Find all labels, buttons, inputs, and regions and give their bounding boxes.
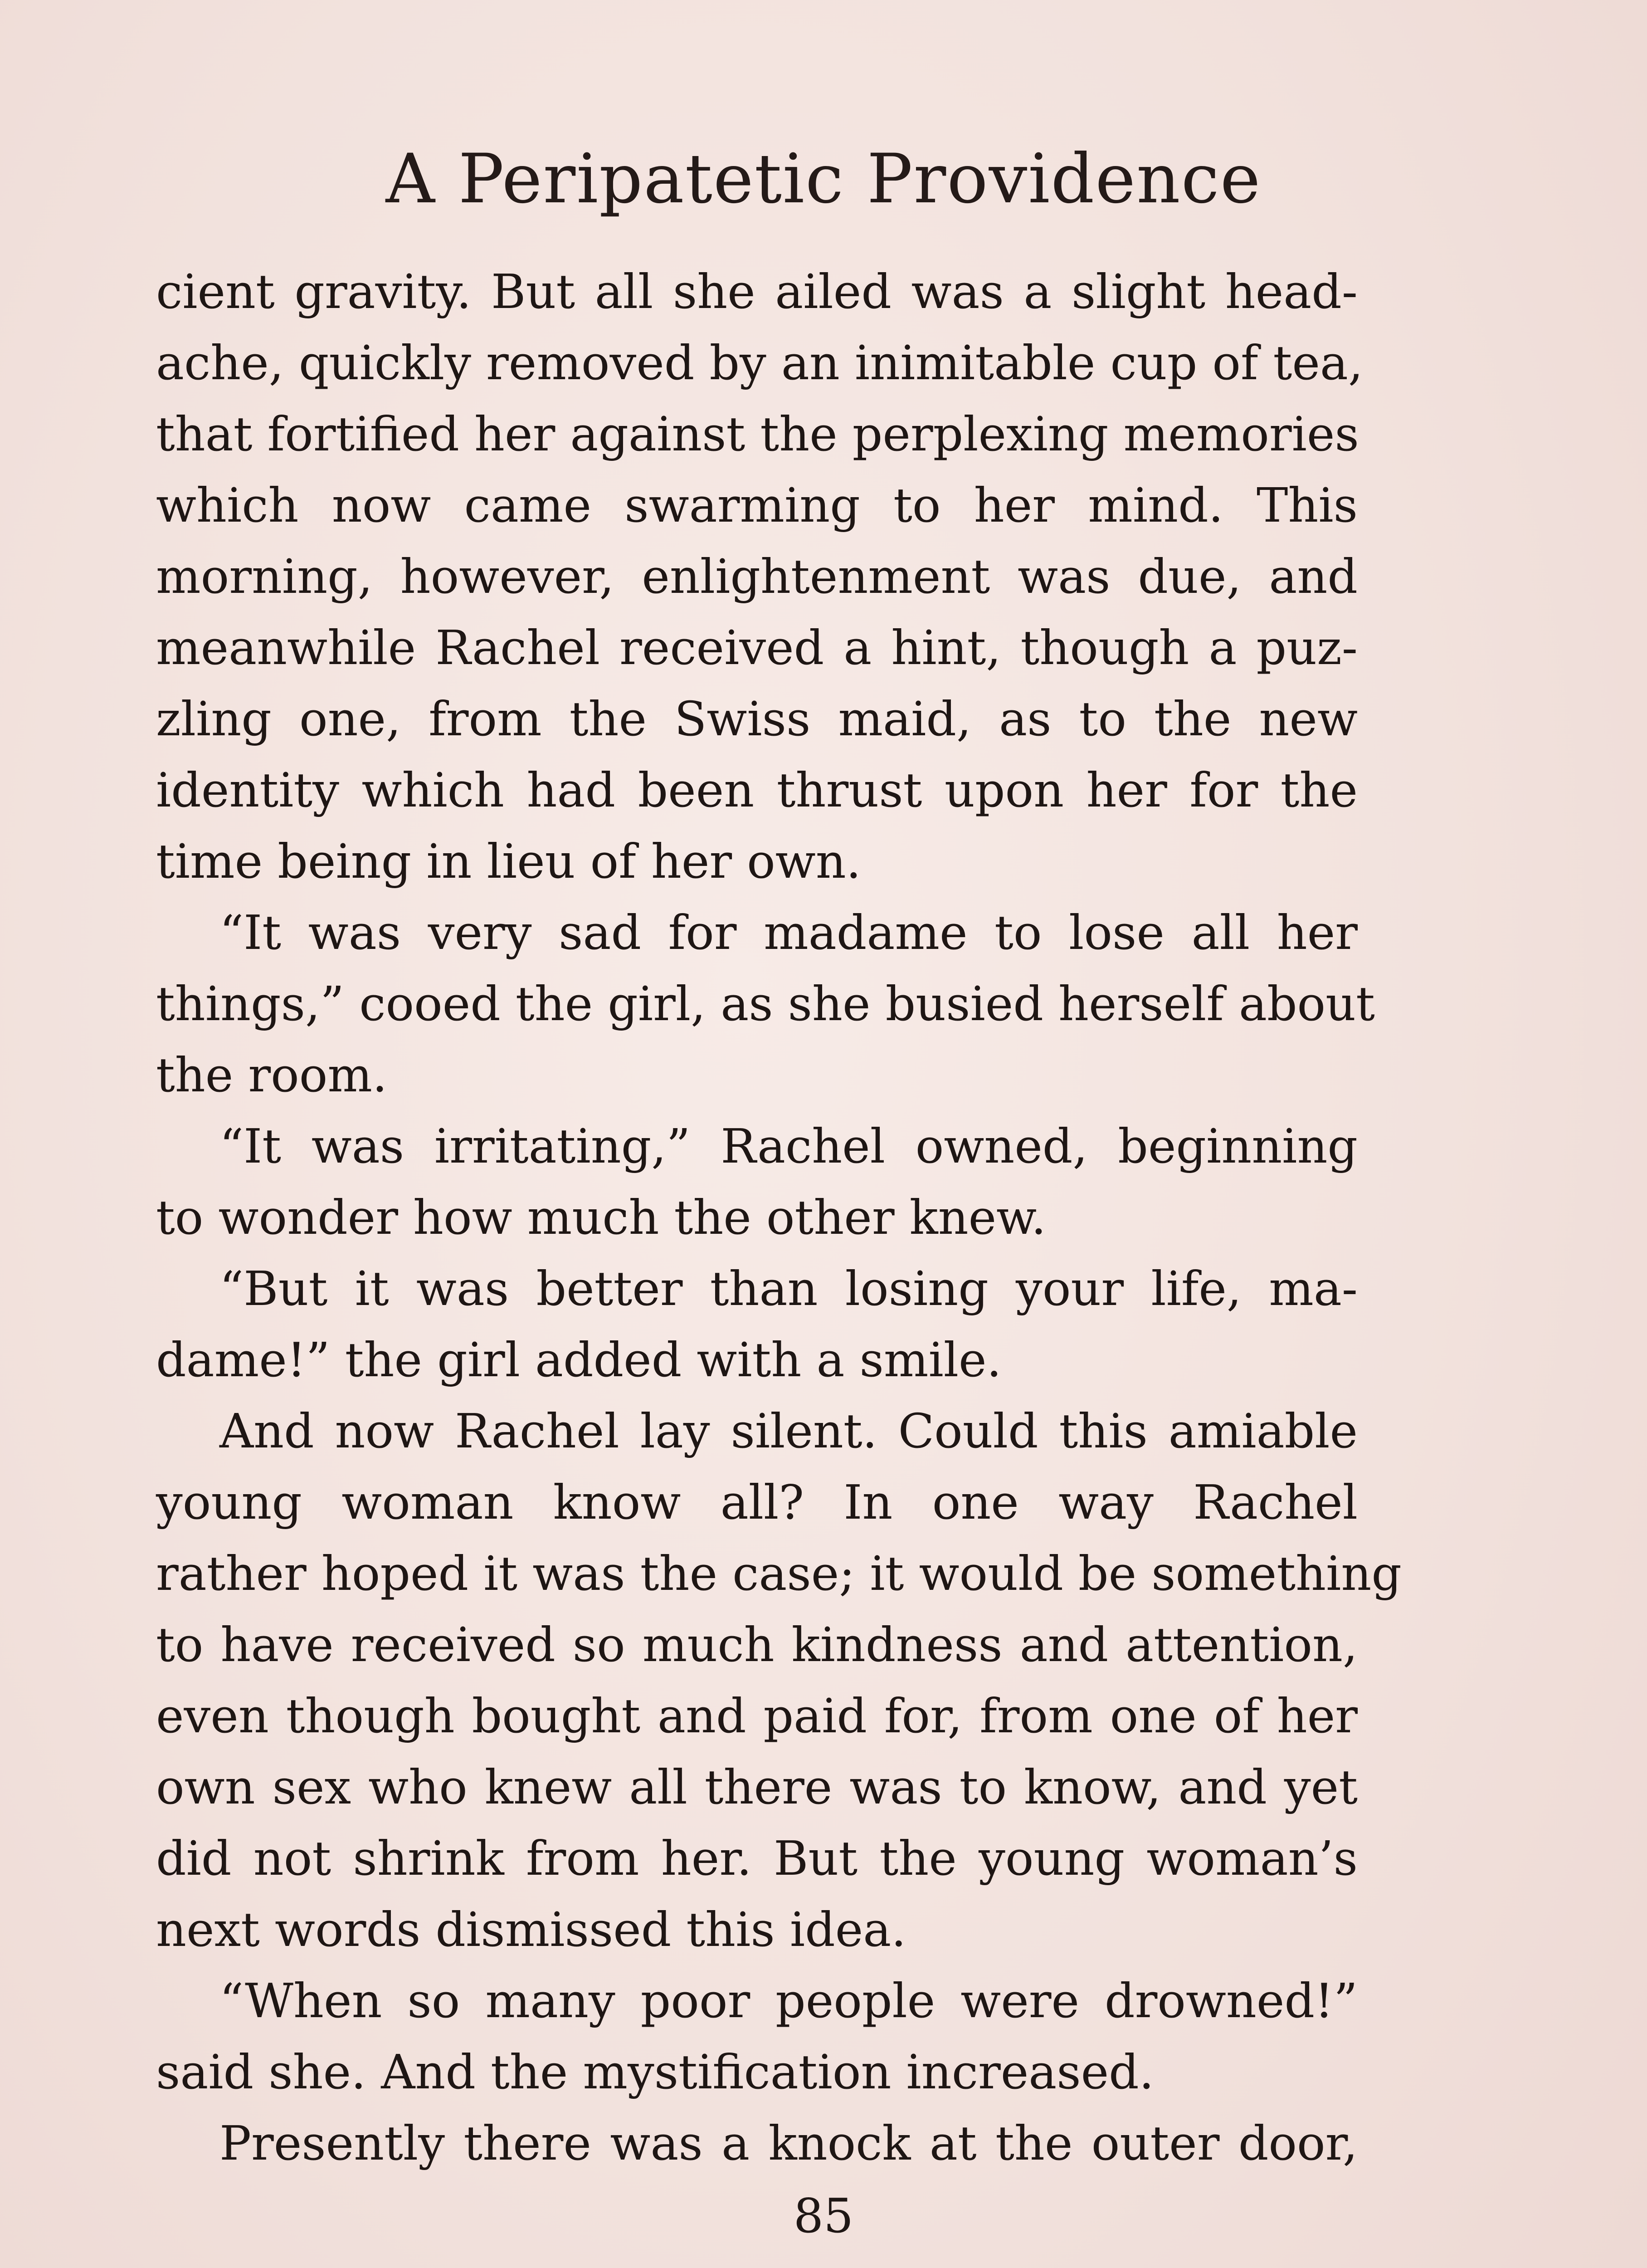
body-text: [156, 256, 1402, 2179]
text-line: to have received so much kindness and attention,: [156, 1617, 1358, 1672]
text-line: said she. And the mystification increased.: [156, 2044, 1154, 2100]
running-head: A Peripatetic Providence: [385, 140, 1262, 219]
text-line: to wonder how much the other knew.: [156, 1190, 1046, 1245]
text-line: ache, quickly removed by an inimitable cup of tea,: [156, 335, 1363, 391]
page-number: 85: [793, 2188, 854, 2244]
text-line: time being in lieu of her own.: [156, 834, 861, 889]
text-line: meanwhile Rachel received a hint, though a puz-: [156, 620, 1358, 675]
text-line: cient gravity. But all she ailed was a slight head-: [156, 264, 1358, 319]
text-line: which now came swarming to her mind. This: [156, 478, 1358, 533]
text-line: young woman know all? In one way Rachel: [156, 1475, 1358, 1530]
text-line: the room.: [156, 1047, 387, 1103]
text-line: zling one, from the Swiss maid, as to the new: [156, 691, 1358, 747]
text-line: that fortified her against the perplexing memories: [156, 406, 1359, 462]
text-line: dame!” the girl added with a smile.: [156, 1332, 1002, 1388]
text-line: next words dismissed this idea.: [156, 1902, 906, 1957]
text-line: did not shrink from her. But the young woman’s: [156, 1831, 1358, 1886]
text-line: “When so many poor people were drowned!”: [219, 1973, 1358, 2028]
text-line: Presently there was a knock at the outer door,: [219, 2116, 1358, 2171]
text-line: And now Rachel lay silent. Could this amiable: [219, 1403, 1358, 1459]
text-line: even though bought and paid for, from one of her: [156, 1688, 1358, 1744]
text-line: rather hoped it was the case; it would be something: [156, 1546, 1402, 1601]
text-line: morning, however, enlightenment was due, and: [156, 549, 1358, 604]
text-line: own sex who knew all there was to know, and yet: [156, 1760, 1358, 1815]
text-line: “It was very sad for madame to lose all her: [219, 905, 1358, 960]
text-line: identity which had been thrust upon her for the: [156, 763, 1358, 818]
text-line: “But it was better than losing your life, ma-: [219, 1261, 1358, 1316]
text-line: “It was irritating,” Rachel owned, beginning: [219, 1119, 1358, 1174]
text-line: things,” cooed the girl, as she busied herself about: [156, 976, 1375, 1031]
